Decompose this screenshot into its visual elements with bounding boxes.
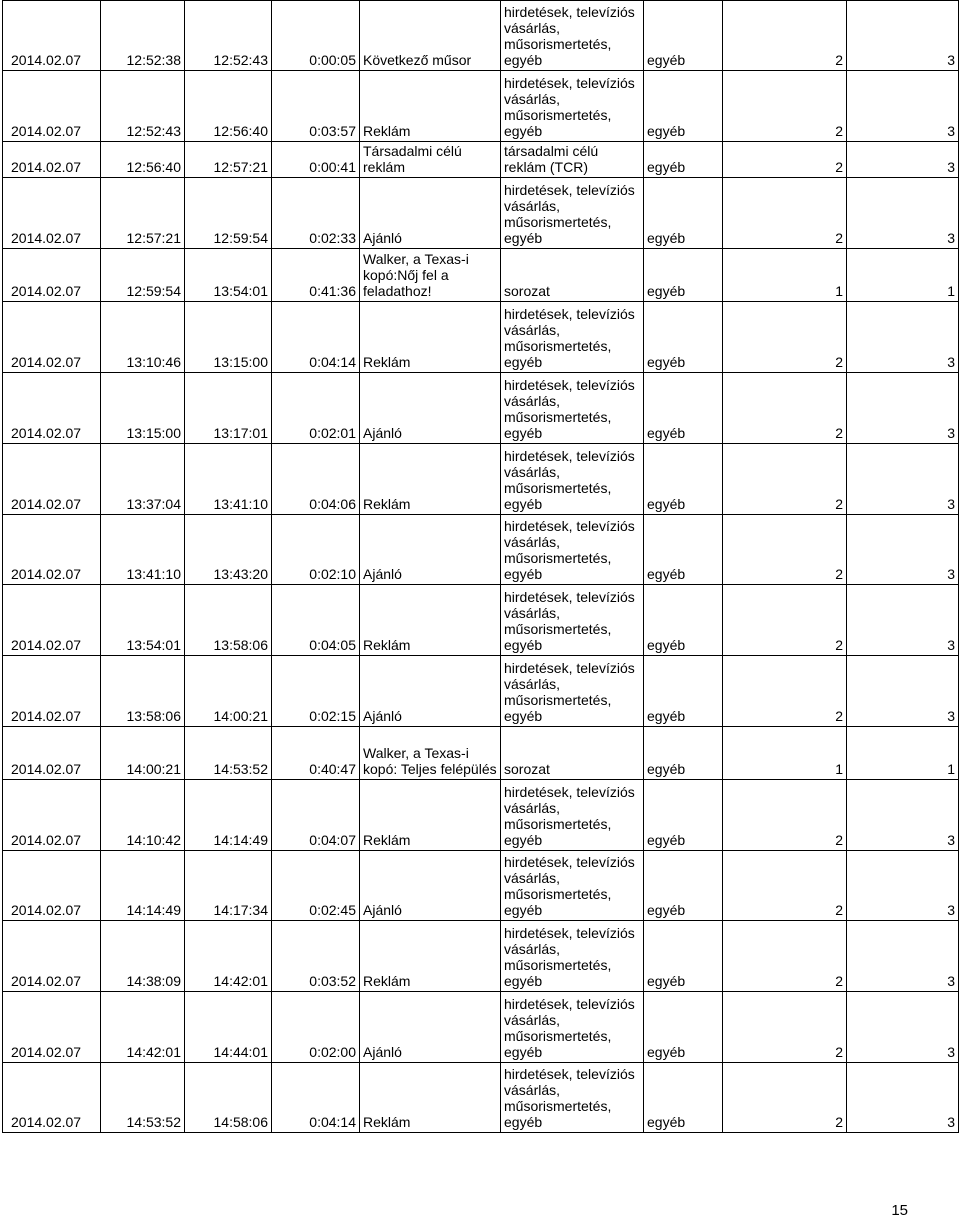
- duration-cell: 0:02:33: [272, 178, 360, 249]
- start-time-cell: 14:42:01: [101, 992, 185, 1063]
- code-2-cell: 1: [847, 249, 959, 302]
- code-2-cell: 3: [847, 373, 959, 444]
- genre-cell: egyéb: [644, 656, 723, 727]
- category-cell: hirdetések, televíziós vásárlás, műsorismertetés, egyéb: [501, 992, 644, 1063]
- code-2-cell: 3: [847, 992, 959, 1063]
- start-time-cell: 12:59:54: [101, 249, 185, 302]
- category-cell: hirdetések, televíziós vásárlás, műsorismertetés, egyéb: [501, 1, 644, 71]
- end-time-cell: 14:42:01: [185, 921, 272, 992]
- duration-cell: 0:02:10: [272, 515, 360, 585]
- end-time-cell: 13:43:20: [185, 515, 272, 585]
- code-2-cell: 3: [847, 1, 959, 71]
- genre-cell: egyéb: [644, 142, 723, 178]
- category-cell: sorozat: [501, 249, 644, 302]
- date-cell: 2014.02.07: [3, 921, 101, 992]
- genre-cell: egyéb: [644, 921, 723, 992]
- code-2-cell: 3: [847, 851, 959, 921]
- genre-cell: egyéb: [644, 373, 723, 444]
- genre-cell: egyéb: [644, 1, 723, 71]
- table-row: [3, 585, 959, 656]
- page-number: 15: [891, 1202, 908, 1219]
- program-title-cell: Reklám: [360, 585, 501, 656]
- table-row: [3, 373, 959, 444]
- date-cell: 2014.02.07: [3, 249, 101, 302]
- code-1-cell: 2: [723, 851, 847, 921]
- code-1-cell: 2: [723, 585, 847, 656]
- start-time-cell: 13:10:46: [101, 302, 185, 373]
- code-2-cell: 3: [847, 302, 959, 373]
- table-row: [3, 302, 959, 373]
- code-2-cell: 3: [847, 780, 959, 851]
- date-cell: 2014.02.07: [3, 444, 101, 515]
- program-title-cell: Reklám: [360, 71, 501, 142]
- genre-cell: egyéb: [644, 71, 723, 142]
- category-cell: hirdetések, televíziós vásárlás, műsorismertetés, egyéb: [501, 373, 644, 444]
- end-time-cell: 14:58:06: [185, 1063, 272, 1133]
- date-cell: 2014.02.07: [3, 727, 101, 780]
- end-time-cell: 12:57:21: [185, 142, 272, 178]
- duration-cell: 0:04:05: [272, 585, 360, 656]
- end-time-cell: 13:17:01: [185, 373, 272, 444]
- duration-cell: 0:00:41: [272, 142, 360, 178]
- category-cell: hirdetések, televíziós vásárlás, műsorismertetés, egyéb: [501, 302, 644, 373]
- end-time-cell: 12:52:43: [185, 1, 272, 71]
- end-time-cell: 13:58:06: [185, 585, 272, 656]
- table-row: [3, 1, 959, 71]
- code-1-cell: 2: [723, 302, 847, 373]
- date-cell: 2014.02.07: [3, 780, 101, 851]
- start-time-cell: 14:10:42: [101, 780, 185, 851]
- date-cell: 2014.02.07: [3, 142, 101, 178]
- genre-cell: egyéb: [644, 780, 723, 851]
- genre-cell: egyéb: [644, 1063, 723, 1133]
- duration-cell: 0:04:07: [272, 780, 360, 851]
- duration-cell: 0:03:52: [272, 921, 360, 992]
- duration-cell: 0:00:05: [272, 1, 360, 71]
- start-time-cell: 13:54:01: [101, 585, 185, 656]
- code-1-cell: 1: [723, 727, 847, 780]
- genre-cell: egyéb: [644, 585, 723, 656]
- start-time-cell: 13:58:06: [101, 656, 185, 727]
- table-row: [3, 992, 959, 1063]
- category-cell: hirdetések, televíziós vásárlás, műsorismertetés, egyéb: [501, 851, 644, 921]
- program-title-cell: Ajánló: [360, 992, 501, 1063]
- start-time-cell: 12:57:21: [101, 178, 185, 249]
- program-title-cell: Ajánló: [360, 178, 501, 249]
- category-cell: hirdetések, televíziós vásárlás, műsorismertetés, egyéb: [501, 71, 644, 142]
- code-1-cell: 2: [723, 142, 847, 178]
- duration-cell: 0:04:14: [272, 302, 360, 373]
- duration-cell: 0:04:14: [272, 1063, 360, 1133]
- code-1-cell: 2: [723, 992, 847, 1063]
- end-time-cell: 14:14:49: [185, 780, 272, 851]
- category-cell: hirdetések, televíziós vásárlás, műsorismertetés, egyéb: [501, 656, 644, 727]
- code-1-cell: 2: [723, 373, 847, 444]
- program-title-cell: Reklám: [360, 921, 501, 992]
- program-title-cell: Reklám: [360, 302, 501, 373]
- broadcast-log-table: [2, 0, 959, 1133]
- code-2-cell: 3: [847, 585, 959, 656]
- genre-cell: egyéb: [644, 727, 723, 780]
- duration-cell: 0:40:47: [272, 727, 360, 780]
- genre-cell: egyéb: [644, 444, 723, 515]
- table-row: [3, 142, 959, 178]
- end-time-cell: 12:59:54: [185, 178, 272, 249]
- end-time-cell: 13:15:00: [185, 302, 272, 373]
- date-cell: 2014.02.07: [3, 585, 101, 656]
- code-1-cell: 2: [723, 921, 847, 992]
- start-time-cell: 12:52:43: [101, 71, 185, 142]
- program-title-cell: Walker, a Texas-i kopó:Nőj fel a feladathoz!: [360, 249, 501, 302]
- code-1-cell: 2: [723, 178, 847, 249]
- end-time-cell: 13:41:10: [185, 444, 272, 515]
- code-2-cell: 3: [847, 921, 959, 992]
- code-2-cell: 3: [847, 142, 959, 178]
- table-row: [3, 515, 959, 585]
- program-title-cell: Reklám: [360, 1063, 501, 1133]
- category-cell: hirdetések, televíziós vásárlás, műsorismertetés, egyéb: [501, 444, 644, 515]
- code-2-cell: 3: [847, 444, 959, 515]
- date-cell: 2014.02.07: [3, 302, 101, 373]
- table-row: [3, 727, 959, 780]
- genre-cell: egyéb: [644, 249, 723, 302]
- table-row: [3, 71, 959, 142]
- date-cell: 2014.02.07: [3, 992, 101, 1063]
- end-time-cell: 13:54:01: [185, 249, 272, 302]
- duration-cell: 0:04:06: [272, 444, 360, 515]
- program-title-cell: Ajánló: [360, 851, 501, 921]
- code-2-cell: 3: [847, 178, 959, 249]
- category-cell: hirdetések, televíziós vásárlás, műsorismertetés, egyéb: [501, 1063, 644, 1133]
- date-cell: 2014.02.07: [3, 515, 101, 585]
- start-time-cell: 14:53:52: [101, 1063, 185, 1133]
- code-1-cell: 2: [723, 1063, 847, 1133]
- duration-cell: 0:02:15: [272, 656, 360, 727]
- program-title-cell: Ajánló: [360, 656, 501, 727]
- code-1-cell: 2: [723, 71, 847, 142]
- code-2-cell: 3: [847, 656, 959, 727]
- category-cell: hirdetések, televíziós vásárlás, műsorismertetés, egyéb: [501, 515, 644, 585]
- start-time-cell: 12:56:40: [101, 142, 185, 178]
- end-time-cell: 14:53:52: [185, 727, 272, 780]
- end-time-cell: 14:00:21: [185, 656, 272, 727]
- program-title-cell: Reklám: [360, 780, 501, 851]
- genre-cell: egyéb: [644, 178, 723, 249]
- genre-cell: egyéb: [644, 992, 723, 1063]
- end-time-cell: 14:17:34: [185, 851, 272, 921]
- table-row: [3, 444, 959, 515]
- duration-cell: 0:41:36: [272, 249, 360, 302]
- code-1-cell: 2: [723, 444, 847, 515]
- table-row: [3, 1063, 959, 1133]
- genre-cell: egyéb: [644, 515, 723, 585]
- start-time-cell: 12:52:38: [101, 1, 185, 71]
- code-1-cell: 2: [723, 515, 847, 585]
- start-time-cell: 14:00:21: [101, 727, 185, 780]
- genre-cell: egyéb: [644, 302, 723, 373]
- table-row: [3, 851, 959, 921]
- start-time-cell: 14:14:49: [101, 851, 185, 921]
- date-cell: 2014.02.07: [3, 178, 101, 249]
- date-cell: 2014.02.07: [3, 1063, 101, 1133]
- start-time-cell: 13:37:04: [101, 444, 185, 515]
- category-cell: hirdetések, televíziós vásárlás, műsorismertetés, egyéb: [501, 178, 644, 249]
- date-cell: 2014.02.07: [3, 656, 101, 727]
- program-title-cell: Reklám: [360, 444, 501, 515]
- end-time-cell: 14:44:01: [185, 992, 272, 1063]
- code-2-cell: 3: [847, 71, 959, 142]
- date-cell: 2014.02.07: [3, 373, 101, 444]
- table-row: [3, 780, 959, 851]
- genre-cell: egyéb: [644, 851, 723, 921]
- start-time-cell: 13:15:00: [101, 373, 185, 444]
- duration-cell: 0:02:01: [272, 373, 360, 444]
- table-row: [3, 921, 959, 992]
- category-cell: hirdetések, televíziós vásárlás, műsorismertetés, egyéb: [501, 585, 644, 656]
- code-2-cell: 3: [847, 1063, 959, 1133]
- duration-cell: 0:03:57: [272, 71, 360, 142]
- program-title-cell: Társadalmi célú reklám: [360, 142, 501, 178]
- program-title-cell: Ajánló: [360, 373, 501, 444]
- category-cell: hirdetések, televíziós vásárlás, műsorismertetés, egyéb: [501, 921, 644, 992]
- date-cell: 2014.02.07: [3, 1, 101, 71]
- category-cell: sorozat: [501, 727, 644, 780]
- category-cell: hirdetések, televíziós vásárlás, műsorismertetés, egyéb: [501, 780, 644, 851]
- table-row: [3, 249, 959, 302]
- code-1-cell: 2: [723, 656, 847, 727]
- date-cell: 2014.02.07: [3, 851, 101, 921]
- end-time-cell: 12:56:40: [185, 71, 272, 142]
- category-cell: társadalmi célú reklám (TCR): [501, 142, 644, 178]
- code-2-cell: 3: [847, 515, 959, 585]
- code-1-cell: 2: [723, 1, 847, 71]
- program-title-cell: Walker, a Texas-i kopó: Teljes felépülés: [360, 727, 501, 780]
- duration-cell: 0:02:45: [272, 851, 360, 921]
- table-row: [3, 656, 959, 727]
- date-cell: 2014.02.07: [3, 71, 101, 142]
- duration-cell: 0:02:00: [272, 992, 360, 1063]
- code-1-cell: 1: [723, 249, 847, 302]
- start-time-cell: 13:41:10: [101, 515, 185, 585]
- program-title-cell: Következő műsor: [360, 1, 501, 71]
- program-title-cell: Ajánló: [360, 515, 501, 585]
- code-1-cell: 2: [723, 780, 847, 851]
- start-time-cell: 14:38:09: [101, 921, 185, 992]
- table-row: [3, 178, 959, 249]
- code-2-cell: 1: [847, 727, 959, 780]
